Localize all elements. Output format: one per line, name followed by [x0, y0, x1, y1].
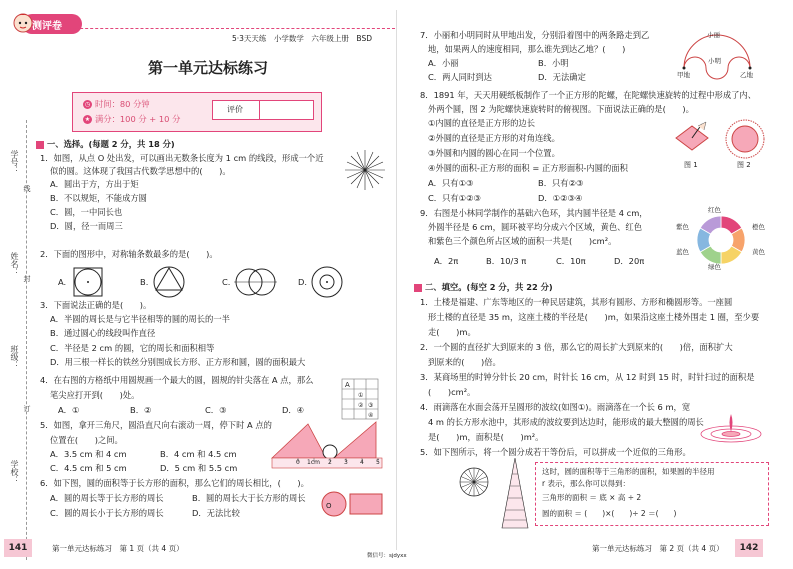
- test-badge: [4, 4, 100, 38]
- svg-text:A: A: [345, 381, 350, 389]
- q5-opt-c: C．4.5 cm 和 5 cm: [50, 463, 127, 473]
- q8-opt-d: D．①②③④: [538, 193, 583, 203]
- f4-line3: 是( )m，面积是( )m²。: [428, 432, 544, 442]
- q9-line1: 9．右图是小林同学制作的基础六色环，其内圆半径是 4 cm，: [420, 208, 648, 218]
- q7-opt-c: C．两人同时到达: [428, 72, 492, 82]
- triangle-circle-figure: [152, 265, 186, 299]
- eval-divider: [259, 101, 260, 119]
- q1-line2: 似的圆。这体现了我国古代数学思想中的( )。: [50, 166, 231, 176]
- mascot-icon: [12, 8, 34, 34]
- q4-opt-d: D．④: [282, 405, 305, 415]
- q2-opt-a: A.: [58, 277, 67, 287]
- q4-line2: 笔尖应打开到( )处。: [50, 390, 140, 400]
- f4-line1: 4．雨滴落在水面会荡开呈圆形的波纹(如图①)。雨滴落在一个长 6 m，宽: [420, 402, 691, 412]
- right-footer-text: 第一单元达标练习 第 2 页（共 4 页）: [592, 544, 724, 553]
- q7-opt-b: B．小明: [538, 58, 569, 68]
- score-text: 满分：100 分 + 10 分: [95, 114, 181, 124]
- q1-opt-d: D．圆，径一而周三: [50, 221, 123, 231]
- section-marker-icon: [414, 284, 422, 292]
- q9-opt-c: C．10π: [556, 256, 586, 266]
- page-divider: [396, 10, 397, 550]
- eval-label: 评价: [227, 105, 243, 114]
- q7-line1: 7．小丽和小明同时从甲地出发，分别沿着图中的两条路走到乙: [420, 30, 650, 40]
- q7-line2: 地，如果两人的速度相同，那么谁先到达乙地？( ): [428, 44, 626, 54]
- section2-heading: [414, 282, 553, 293]
- left-footer-text: 第一单元达标练习 第 1 页（共 4 页）: [52, 544, 184, 553]
- q6-line1: 6．如下图，圆的面积等于长方形的面积，那么它们的周长相比，( )。: [40, 478, 309, 488]
- svg-text:O: O: [326, 502, 332, 510]
- f3-line1: 3．某商场里的时钟分针长 20 cm，时针长 16 cm，从 12 时到 15 时，时针扫过的面积是: [420, 372, 755, 382]
- class-label: 班级：: [10, 345, 19, 369]
- ring-label-orange: 橙色: [752, 223, 765, 231]
- q2-text: 2．下面的图形中，对称轴条数最多的是( )。: [40, 249, 218, 259]
- q1-opt-c: C．圆，一中同长也: [50, 207, 123, 217]
- q8-opt-c: C．只有①②③: [428, 193, 481, 203]
- triangle-ruler-figure: [268, 418, 386, 470]
- q7-label-xiaoli: 小丽: [707, 31, 720, 39]
- seal-label: 封: [23, 275, 31, 282]
- q4-opt-b: B．②: [130, 405, 152, 415]
- badge-text: 测评卷: [32, 21, 62, 32]
- q8-opt-b: B．只有②③: [538, 178, 584, 188]
- q9-opt-d: D．20π: [614, 256, 645, 266]
- q8-fig2-label: 图 2: [737, 161, 751, 169]
- q7-label-yi: 乙地: [740, 71, 753, 79]
- q1-opt-b: B．不以规矩，不能成方圆: [50, 193, 147, 203]
- q7-label-jia: 甲地: [677, 71, 690, 79]
- q2-opt-b: B.: [140, 277, 149, 287]
- q8-stmt1: ①内圆的直径是正方形的边长: [428, 118, 536, 128]
- f3-line2: ( )cm²。: [428, 387, 476, 397]
- q5-opt-b: B．4 cm 和 4.5 cm: [160, 449, 237, 459]
- f1-line1: 1．土楼是福建、广东等地区的一种民居建筑，其形有圆形、方形和椭圆形等。一座圆: [420, 297, 733, 307]
- ring-label-red: 红色: [708, 206, 721, 214]
- q1-opt-a: A．圆出于方，方出于矩: [50, 179, 139, 189]
- top-view-figure: [724, 118, 766, 160]
- q4-opt-a: A．①: [58, 405, 80, 415]
- evaluation-box[interactable]: [212, 100, 314, 120]
- q7-opt-a: A．小丽: [428, 58, 459, 68]
- q3-opt-b: B．通过圆心的线段叫作直径: [50, 328, 156, 338]
- left-footer: [0, 539, 396, 561]
- q5-opt-d: D．5 cm 和 5.5 cm: [160, 463, 238, 473]
- bind-label: 订: [23, 405, 31, 412]
- section1-heading: [36, 139, 175, 150]
- page-title: 第一单元达标练习: [148, 59, 269, 77]
- score-row: [83, 114, 180, 125]
- svg-text:②: ②: [358, 402, 364, 409]
- f2-line2: 到原来的( )倍。: [428, 357, 501, 367]
- spinning-top-figure: [672, 118, 712, 160]
- q8-line1: 8．1891 年，天天用硬纸板制作了一个正方形的陀螺，在陀螺快速旋转的过程中形成了内、: [420, 90, 757, 100]
- name-label: 姓名：: [10, 252, 19, 276]
- ripple-figure: [698, 410, 764, 444]
- q7-label-xiaoming: 小明: [708, 57, 721, 65]
- q8-stmt3: ③外圆和内圆的圆心在同一个位置。: [428, 148, 560, 158]
- svg-text:③: ③: [368, 402, 374, 409]
- f5-text: 5．如下图所示，将一个圆分成若干等份后，可以拼成一个近似的三角形。: [420, 447, 691, 457]
- time-text: 时间：80 分钟: [95, 99, 150, 109]
- q9-opt-a: A．2π: [434, 256, 459, 266]
- section2-text: 二、填空。(每空 2 分，共 22 分): [425, 282, 553, 292]
- line-label: 线: [23, 185, 31, 192]
- q6-opt-b: B．圆的周长大于长方形的周长: [192, 493, 306, 503]
- q6-opt-a: A．圆的周长等于长方形的周长: [50, 493, 164, 503]
- svg-text:④: ④: [368, 412, 374, 419]
- q8-fig1-label: 图 1: [684, 161, 698, 169]
- ring-label-blue: 蓝色: [676, 248, 689, 256]
- triangle-rearrangement-figure: [500, 456, 530, 532]
- q9-line3: 和紫色三个颜色所占区域的面积一共是( )cm²。: [428, 236, 617, 246]
- right-page-number: 142: [735, 539, 763, 557]
- two-circles-figure: [232, 265, 280, 299]
- q3-text: 3．下面说法正确的是( )。: [40, 300, 152, 310]
- section-marker-icon: [36, 141, 44, 149]
- q5-opt-a: A．3.5 cm 和 4 cm: [50, 449, 127, 459]
- header-rule: [60, 28, 395, 29]
- q8-opt-a: A．只有①③: [428, 178, 474, 188]
- sectored-circle-figure: [458, 466, 490, 498]
- ruler-label-1: 1cm: [307, 459, 320, 466]
- hint-line2: r 表示，那么你可以得到：: [542, 479, 630, 488]
- student-id-label: 学号：: [10, 150, 19, 174]
- clock-icon: ◷: [84, 101, 91, 108]
- center-footer-text: 微信号：sjdyxx: [367, 553, 407, 559]
- q3-opt-a: A．半圆的周长是与它半径相等的圆的周长的一半: [50, 314, 230, 324]
- q9-opt-b: B．10/3 π: [486, 256, 527, 266]
- time-row: [83, 99, 150, 110]
- q5-line2: 位置在( )之间。: [50, 435, 123, 445]
- q5-line1: 5．如图，拿开三角尺，圆沿直尺向右滚动一周，停下时 A 点的: [40, 420, 272, 430]
- ruler-label-2: 2: [328, 459, 332, 466]
- ring-label-yellow: 黄色: [752, 248, 765, 256]
- svg-text:①: ①: [358, 392, 364, 399]
- section1-text: 一、选择。(每题 2 分，共 18 分): [47, 139, 175, 149]
- q2-opt-c: C.: [222, 277, 231, 287]
- f2-line1: 2．一个圆的直径扩大到原来的 3 倍，那么它的周长扩大到原来的( )倍，面积扩大: [420, 342, 733, 352]
- cut-line: [26, 120, 27, 560]
- hint-box: [535, 462, 769, 526]
- radial-lines-figure: [343, 148, 387, 192]
- q4-opt-c: C．③: [205, 405, 227, 415]
- school-label: 学校：: [10, 460, 19, 484]
- q4-line1: 4．在右图的方格纸中用圆规画一个最大的圆，圆规的针尖落在 A 点，那么: [40, 375, 314, 385]
- left-page-number: 141: [4, 539, 32, 557]
- circle-rectangle-figure: [320, 488, 386, 522]
- q2-opt-d: D.: [298, 277, 308, 287]
- ring-label-purple: 紫色: [676, 223, 689, 231]
- ruler-label-5: 5: [376, 459, 380, 466]
- q9-line2: 外圆半径是 6 cm，圆环被平均分成六个区域，黄色、红色: [428, 222, 643, 232]
- ring-label-green: 绿色: [708, 263, 721, 271]
- q6-opt-c: C．圆的周长小于长方形的周长: [50, 508, 164, 518]
- ruler-label-3: 3: [344, 459, 348, 466]
- binding-margin: [0, 0, 31, 569]
- f1-line2: 形土楼的直径是 35 m，这座土楼的半径是( )m，如果沿这座土楼外围走 1 圈，至少要: [428, 312, 760, 322]
- q8-stmt4: ④外圆的面积-正方形的面积 = 正方形面积-内圆的面积: [428, 163, 628, 173]
- f4-line2: 4 m 的长方形水池中，其形成的波纹要到达边时，能形成的最大整圆的周长: [428, 417, 704, 427]
- q8-stmt2: ②外圆的直径是正方形的对角连线。: [428, 133, 560, 143]
- hint-line4: 圆的面积 ＝ ( )×( )÷ 2 ＝( ): [542, 509, 677, 518]
- q3-opt-d: D．用三根一样长的铁丝分别围成长方形、正方形和圆，圆的面积最大: [50, 357, 306, 367]
- hint-line1: 这时，圆的面积等于三角形的面积，如果圆的半径用: [542, 467, 715, 476]
- square-circle-figure: [72, 266, 104, 298]
- q6-opt-d: D．无法比较: [192, 508, 240, 518]
- hint-line3: 三角形的面积 ＝ 底 × 高 ÷ 2: [542, 493, 642, 502]
- q7-opt-d: D．无法确定: [538, 72, 586, 82]
- q3-opt-c: C．半径是 2 cm 的圆，它的周长和面积相等: [50, 343, 215, 353]
- ruler-label-4: 4: [360, 459, 364, 466]
- f1-line3: 走( )m。: [428, 327, 476, 337]
- color-ring-figure: [693, 212, 749, 268]
- star-icon: ★: [84, 116, 91, 123]
- ruler-label-0: 0: [296, 459, 300, 466]
- q1-line1: 1．如图，从点 O 处出发，可以画出无数条长度为 1 cm 的线段，形成一个近: [40, 153, 324, 163]
- q8-line2: 外两个圆，图 2 为陀螺快速旋转时的俯视图。下面说法正确的是( )。: [428, 104, 694, 114]
- concentric-circles-figure: [310, 265, 344, 299]
- series-label: 5·3天天练 小学数学 六年级上册 BSD: [232, 34, 372, 43]
- right-footer: [397, 539, 793, 561]
